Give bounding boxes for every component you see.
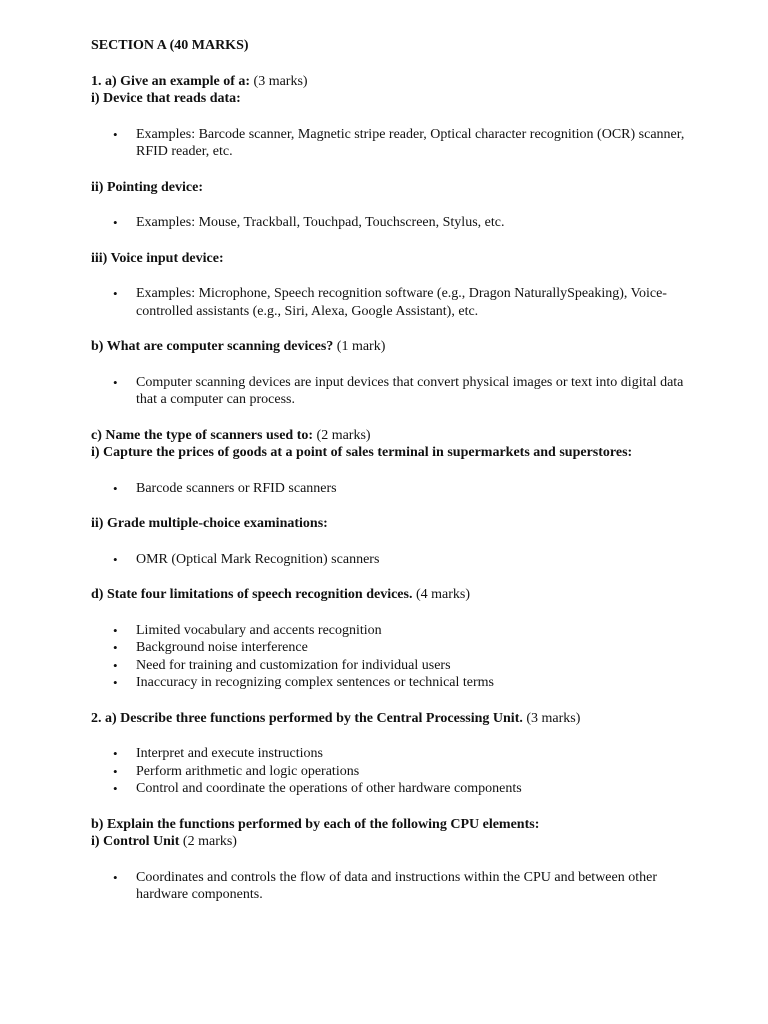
list-item: • Examples: Mouse, Trackball, Touchpad, Touchscreen, Stylus, etc. [91, 214, 691, 232]
q1a-iii-list [91, 285, 691, 320]
document-page [91, 37, 691, 904]
q1a-i-label: i) Device that reads data: [91, 91, 241, 106]
q1a-heading [91, 73, 691, 91]
q1b-list [91, 374, 691, 409]
list-item: • Examples: Barcode scanner, Magnetic stripe reader, Optical character recognition (OCR) scanner, RFID reader, etc. [91, 126, 691, 161]
q2a-heading [91, 710, 691, 728]
q1d-marks: (4 marks) [415, 587, 470, 602]
q1c-i-list [91, 480, 691, 498]
q1a-ii-label: ii) Pointing device: [91, 179, 203, 195]
q1c-i-label: i) Capture the prices of goods at a point of sales terminal in supermarkets and superstores: [91, 445, 633, 460]
list-item: • Background noise interference [91, 639, 691, 657]
list-item: • Need for training and customization for individual users [91, 657, 691, 675]
list-item: • Control and coordinate the operations of other hardware components [91, 780, 691, 798]
list-item: • Perform arithmetic and logic operations [91, 763, 691, 781]
q1d-heading [91, 586, 691, 604]
q2b-i-label: i) Control Unit [91, 834, 180, 849]
q1b-prompt: b) What are computer scanning devices? [91, 339, 334, 354]
q2a-marks: (3 marks) [526, 710, 581, 726]
list-item: • Examples: Microphone, Speech recognition software (e.g., Dragon NaturallySpeaking), Voice-controlled assistants (e.g., Siri, Alexa, Google Assistant), etc. [91, 285, 691, 320]
q1d-list [91, 622, 691, 692]
q1a-ii-list [91, 214, 691, 232]
q2b-i-list [91, 869, 691, 904]
q2a-list [91, 745, 691, 798]
q2a-prompt: 2. a) Describe three functions performed by the Central Processing Unit. [91, 710, 523, 726]
q1a-prompt: 1. a) Give an example of a: [91, 73, 251, 89]
q1c-marks: (2 marks) [316, 427, 371, 443]
q1c-heading [91, 427, 691, 445]
list-item: • Computer scanning devices are input devices that convert physical images or text into digital data that a computer can process. [91, 374, 691, 409]
q1b-heading [91, 338, 691, 356]
list-item: • OMR (Optical Mark Recognition) scanners [91, 551, 691, 569]
q2b-i-marks: (2 marks) [182, 834, 237, 849]
list-item: • Coordinates and controls the flow of data and instructions within the CPU and between other hardware components. [91, 869, 691, 904]
list-item: • Interpret and execute instructions [91, 745, 691, 763]
q1a-i-list [91, 126, 691, 161]
q1a-marks: (3 marks) [253, 73, 308, 89]
list-item: • Inaccuracy in recognizing complex sentences or technical terms [91, 674, 691, 692]
q1b-marks: (1 mark) [336, 339, 386, 354]
list-item: • Barcode scanners or RFID scanners [91, 480, 691, 498]
q1c-prompt: c) Name the type of scanners used to: [91, 427, 314, 443]
q1c-ii-list [91, 551, 691, 569]
q2b-i-heading [91, 833, 691, 851]
q1d-prompt: d) State four limitations of speech recognition devices. [91, 587, 413, 602]
q1c-ii-label: ii) Grade multiple-choice examinations: [91, 516, 328, 531]
section-title: SECTION A (40 MARKS) [91, 38, 249, 53]
q2b-prompt: b) Explain the functions performed by each of the following CPU elements: [91, 816, 540, 832]
list-item: • Limited vocabulary and accents recognition [91, 622, 691, 640]
q1a-iii-label: iii) Voice input device: [91, 250, 224, 266]
